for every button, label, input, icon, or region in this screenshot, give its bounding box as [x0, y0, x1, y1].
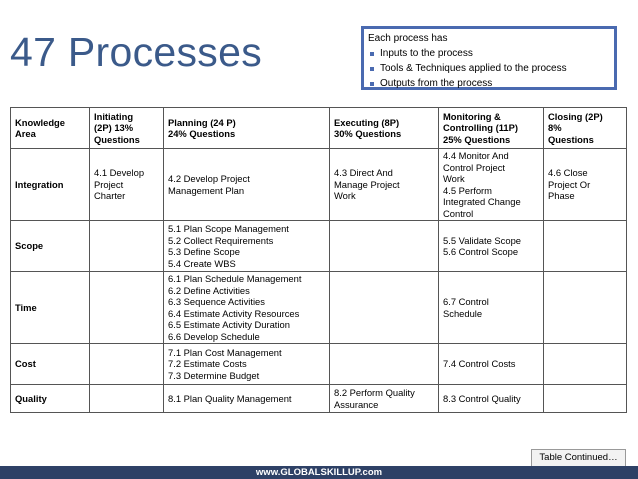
cell-initiating: 4.1 Develop Project Charter: [90, 149, 164, 221]
cell-closing: [544, 385, 627, 413]
row-area-time: Time: [11, 272, 90, 344]
page-title: 47 Processes: [10, 29, 263, 75]
cell-monitoring: 4.4 Monitor And Control Project Work 4.5 Perform Integrated Change Control: [439, 149, 544, 221]
table-row: [11, 344, 627, 385]
callout-box: [361, 26, 617, 90]
callout-content: [364, 29, 614, 87]
cell-planning: 7.1 Plan Cost Management 7.2 Estimate Costs 7.3 Determine Budget: [164, 344, 330, 385]
header-initiating: Initiating (2P) 13% Questions: [90, 108, 164, 149]
row-area-integration: Integration: [11, 149, 90, 221]
table-continued-label: Table Continued…: [531, 449, 626, 467]
header-planning: Planning (24 P) 24% Questions: [164, 108, 330, 149]
row-area-scope: Scope: [11, 221, 90, 272]
header-monitoring: Monitoring & Controlling (11P) 25% Questions: [439, 108, 544, 149]
cell-closing: [544, 221, 627, 272]
cell-executing: [330, 344, 439, 385]
cell-executing: [330, 272, 439, 344]
cell-planning: 4.2 Develop Project Management Plan: [164, 149, 330, 221]
header-executing: Executing (8P) 30% Questions: [330, 108, 439, 149]
cell-executing: 4.3 Direct And Manage Project Work: [330, 149, 439, 221]
footer-bar: [0, 466, 638, 479]
cell-executing: [330, 221, 439, 272]
process-table: [10, 107, 627, 413]
callout-item: Inputs to the process: [368, 46, 610, 61]
cell-initiating: [90, 272, 164, 344]
cell-closing: [544, 272, 627, 344]
cell-closing: [544, 344, 627, 385]
callout-item: Tools & Techniques applied to the process: [368, 61, 610, 76]
row-area-cost: Cost: [11, 344, 90, 385]
cell-monitoring: 8.3 Control Quality: [439, 385, 544, 413]
callout-item: Outputs from the process: [368, 76, 610, 91]
cell-monitoring: 5.5 Validate Scope 5.6 Control Scope: [439, 221, 544, 272]
footer-url[interactable]: www.GLOBALSKILLUP.com: [255, 467, 383, 478]
cell-initiating: [90, 221, 164, 272]
row-area-quality: Quality: [11, 385, 90, 413]
cell-monitoring: 7.4 Control Costs: [439, 344, 544, 385]
table-row: [11, 272, 627, 344]
header-closing: Closing (2P) 8% Questions: [544, 108, 627, 149]
cell-executing: 8.2 Perform Quality Assurance: [330, 385, 439, 413]
cell-planning: 5.1 Plan Scope Management 5.2 Collect Requirements 5.3 Define Scope 5.4 Create WBS: [164, 221, 330, 272]
table-header-row: [11, 108, 627, 149]
cell-monitoring: 6.7 Control Schedule: [439, 272, 544, 344]
cell-planning: 6.1 Plan Schedule Management 6.2 Define Activities 6.3 Sequence Activities 6.4 Estimate Activity Resources 6.5 Estimate Activity Duration 6.6 Develop Schedule: [164, 272, 330, 344]
callout-list: [368, 46, 610, 91]
table-row: [11, 149, 627, 221]
cell-planning: 8.1 Plan Quality Management: [164, 385, 330, 413]
callout-heading: Each process has: [368, 33, 448, 44]
cell-initiating: [90, 385, 164, 413]
table-row: [11, 221, 627, 272]
cell-initiating: [90, 344, 164, 385]
cell-closing: 4.6 Close Project Or Phase: [544, 149, 627, 221]
table-row: [11, 385, 627, 413]
header-knowledge-area: Knowledge Area: [11, 108, 90, 149]
